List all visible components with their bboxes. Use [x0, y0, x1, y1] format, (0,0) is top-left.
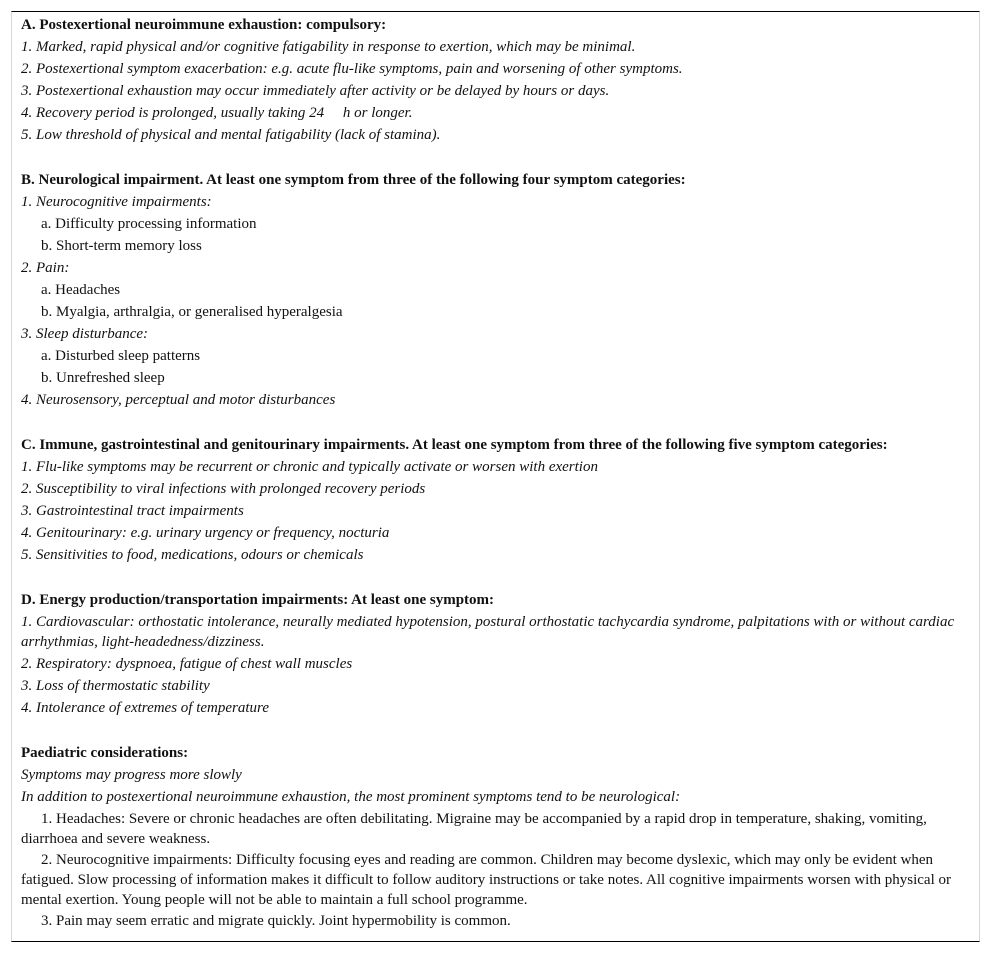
section-b-subitem: a. Disturbed sleep patterns	[41, 348, 201, 364]
paediatric-heading: Paediatric considerations:	[21, 745, 189, 761]
section-d-item: 2. Respiratory: dyspnoea, fatigue of chest wall muscles	[21, 656, 353, 672]
section-a-heading: A. Postexertional neuroimmune exhaustion: compulsory:	[21, 17, 387, 33]
section-d-item: 1. Cardiovascular: orthostatic intolerance, neurally mediated hypotension, postural orthostatic tachycardia syndrome, palpitations with or without cardiac arrhythmias, light-headedness/dizziness.	[21, 614, 955, 650]
section-d-heading: D. Energy production/transportation impairments: At least one symptom:	[21, 592, 495, 608]
section-b-subitem: a. Headaches	[41, 282, 121, 298]
paediatric-point-text: 2. Neurocognitive impairments: Difficulty focusing eyes and reading are common. Children may become dyslexic, which may only be evident when fatigued. Slow processing of information makes it difficult to follow auditory instructions or take notes. All cognitive impairments worsen with physical or mental exertion. Young people will not be able to maintain a full school programme.	[21, 852, 951, 908]
section-b-category: 3. Sleep disturbance:	[21, 326, 149, 342]
section-b-category: 4. Neurosensory, perceptual and motor disturbances	[21, 392, 336, 408]
section-a-item: 2. Postexertional symptom exacerbation: e.g. acute flu-like symptoms, pain and worsening of other symptoms.	[21, 61, 683, 77]
paediatric-line: Symptoms may progress more slowly	[21, 767, 242, 783]
section-c-item: 3. Gastrointestinal tract impairments	[21, 503, 244, 519]
criteria-table	[11, 11, 980, 942]
section-b-subitem: b. Short-term memory loss	[41, 238, 202, 254]
paediatric-point-text: 3. Pain may seem erratic and migrate quickly. Joint hypermobility is common.	[41, 913, 511, 929]
paediatric-point	[21, 850, 961, 910]
section-c-item: 1. Flu-like symptoms may be recurrent or chronic and typically activate or worsen with exertion	[21, 459, 598, 475]
section-b-heading: B. Neurological impairment. At least one symptom from three of the following four symptom categories:	[21, 172, 686, 188]
section-a-item: 4. Recovery period is prolonged, usually taking 24 h or longer.	[21, 105, 413, 121]
section-c-item: 2. Susceptibility to viral infections with prolonged recovery periods	[21, 481, 426, 497]
section-a-item: 1. Marked, rapid physical and/or cognitive fatigability in response to exertion, which may be minimal.	[21, 39, 636, 55]
section-c-item: 4. Genitourinary: e.g. urinary urgency or frequency, nocturia	[21, 525, 390, 541]
section-b-subitem: a. Difficulty processing information	[41, 216, 257, 232]
section-a-item: 5. Low threshold of physical and mental fatigability (lack of stamina).	[21, 127, 441, 143]
section-b-category: 2. Pain:	[21, 260, 70, 276]
section-c-heading: C. Immune, gastrointestinal and genitourinary impairments. At least one symptom from three of the following five symptom categories:	[21, 437, 888, 453]
section-d-item: 4. Intolerance of extremes of temperature	[21, 700, 269, 716]
section-b-category: 1. Neurocognitive impairments:	[21, 194, 212, 210]
section-d-item: 3. Loss of thermostatic stability	[21, 678, 210, 694]
section-c-item: 5. Sensitivities to food, medications, odours or chemicals	[21, 547, 364, 563]
section-a-item: 3. Postexertional exhaustion may occur immediately after activity or be delayed by hours or days.	[21, 83, 610, 99]
paediatric-line: In addition to postexertional neuroimmune exhaustion, the most prominent symptoms tend to be neurological:	[21, 789, 681, 805]
criteria-content	[21, 14, 961, 932]
paediatric-point-text: 1. Headaches: Severe or chronic headaches are often debilitating. Migraine may be accompanied by a rapid drop in temperature, shaking, vomiting, diarrhoea and severe weakness.	[21, 811, 927, 847]
section-b-subitem: b. Myalgia, arthralgia, or generalised hyperalgesia	[41, 304, 343, 320]
paediatric-point	[21, 911, 961, 931]
paediatric-point	[21, 809, 961, 849]
section-b-subitem: b. Unrefreshed sleep	[41, 370, 165, 386]
